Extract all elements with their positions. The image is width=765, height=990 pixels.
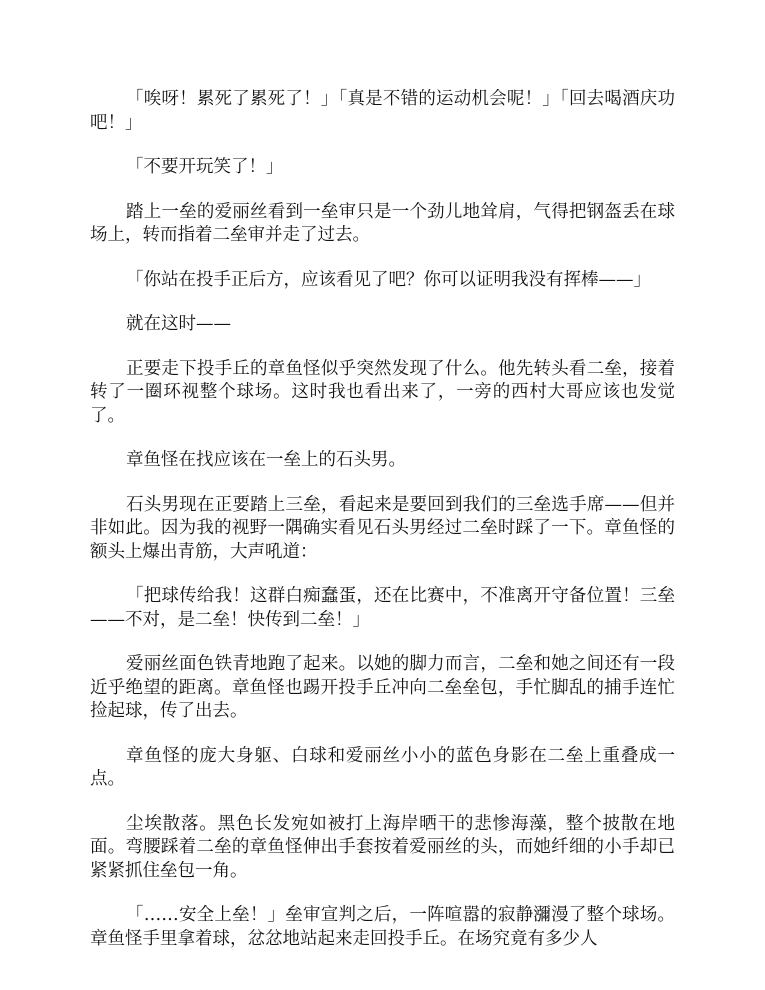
paragraph: 「……安全上垒！」垒审宣判之后，一阵喧嚣的寂静瀰漫了整个球场。章鱼怪手里拿着球，忿忿地站起来走回投手丘。在场究竟有多少人 [90, 905, 675, 949]
paragraph: 「你站在投手正后方，应该看见了吧？你可以证明我没有挥棒——」 [126, 269, 651, 290]
paragraph: 正要走下投手丘的章鱼怪似乎突然发现了什么。他先转头看二垒，接着转了一圈环视整个球场。这时我也看出来了，一旁的西村大哥应该也发觉了。 [90, 358, 675, 426]
paragraph: 章鱼怪在找应该在一垒上的石头男。 [126, 450, 406, 470]
paragraph: 踏上一垒的爱丽丝看到一垒审只是一个劲儿地耸肩，气得把钢盔丢在球场上，转而指着二垒审并走了过去。 [90, 201, 675, 245]
paragraph: 爱丽丝面色铁青地跑了起来。以她的脚力而言，二垒和她之间还有一段近乎绝望的距离。章鱼怪也踢开投手丘冲向二垒垒包，手忙脚乱的捕手连忙捡起球，传了出去。 [90, 654, 675, 721]
paragraph: 「不要开玩笑了！」 [126, 157, 284, 177]
paragraph: 石头男现在正要踏上三垒，看起来是要回到我们的三垒选手席——但并非如此。因为我的视野一隅确实看见石头男经过二垒时踩了一下。章鱼怪的额头上爆出青筋，大声吼道： [90, 494, 675, 562]
paragraph: 就在这时—— [126, 314, 231, 334]
paragraph: 章鱼怪的庞大身躯、白球和爱丽丝小小的蓝色身影在二垒上重叠成一点。 [90, 745, 675, 789]
book-page-body [90, 88, 675, 972]
paragraph: 尘埃散落。黑色长发宛如被打上海岸晒干的悲惨海藻，整个披散在地面。弯腰踩着二垒的章鱼怪伸出手套按着爱丽丝的头，而她纤细的小手却已紧紧抓住垒包一角。 [90, 813, 675, 881]
paragraph: 「把球传给我！这群白痴蠢蛋，还在比赛中，不准离开守备位置！三垒——不对，是二垒！快传到二垒！」 [90, 586, 675, 630]
paragraph: 「唉呀！累死了累死了！」「真是不错的运动机会呢！」「回去喝酒庆功吧！」 [90, 89, 675, 133]
